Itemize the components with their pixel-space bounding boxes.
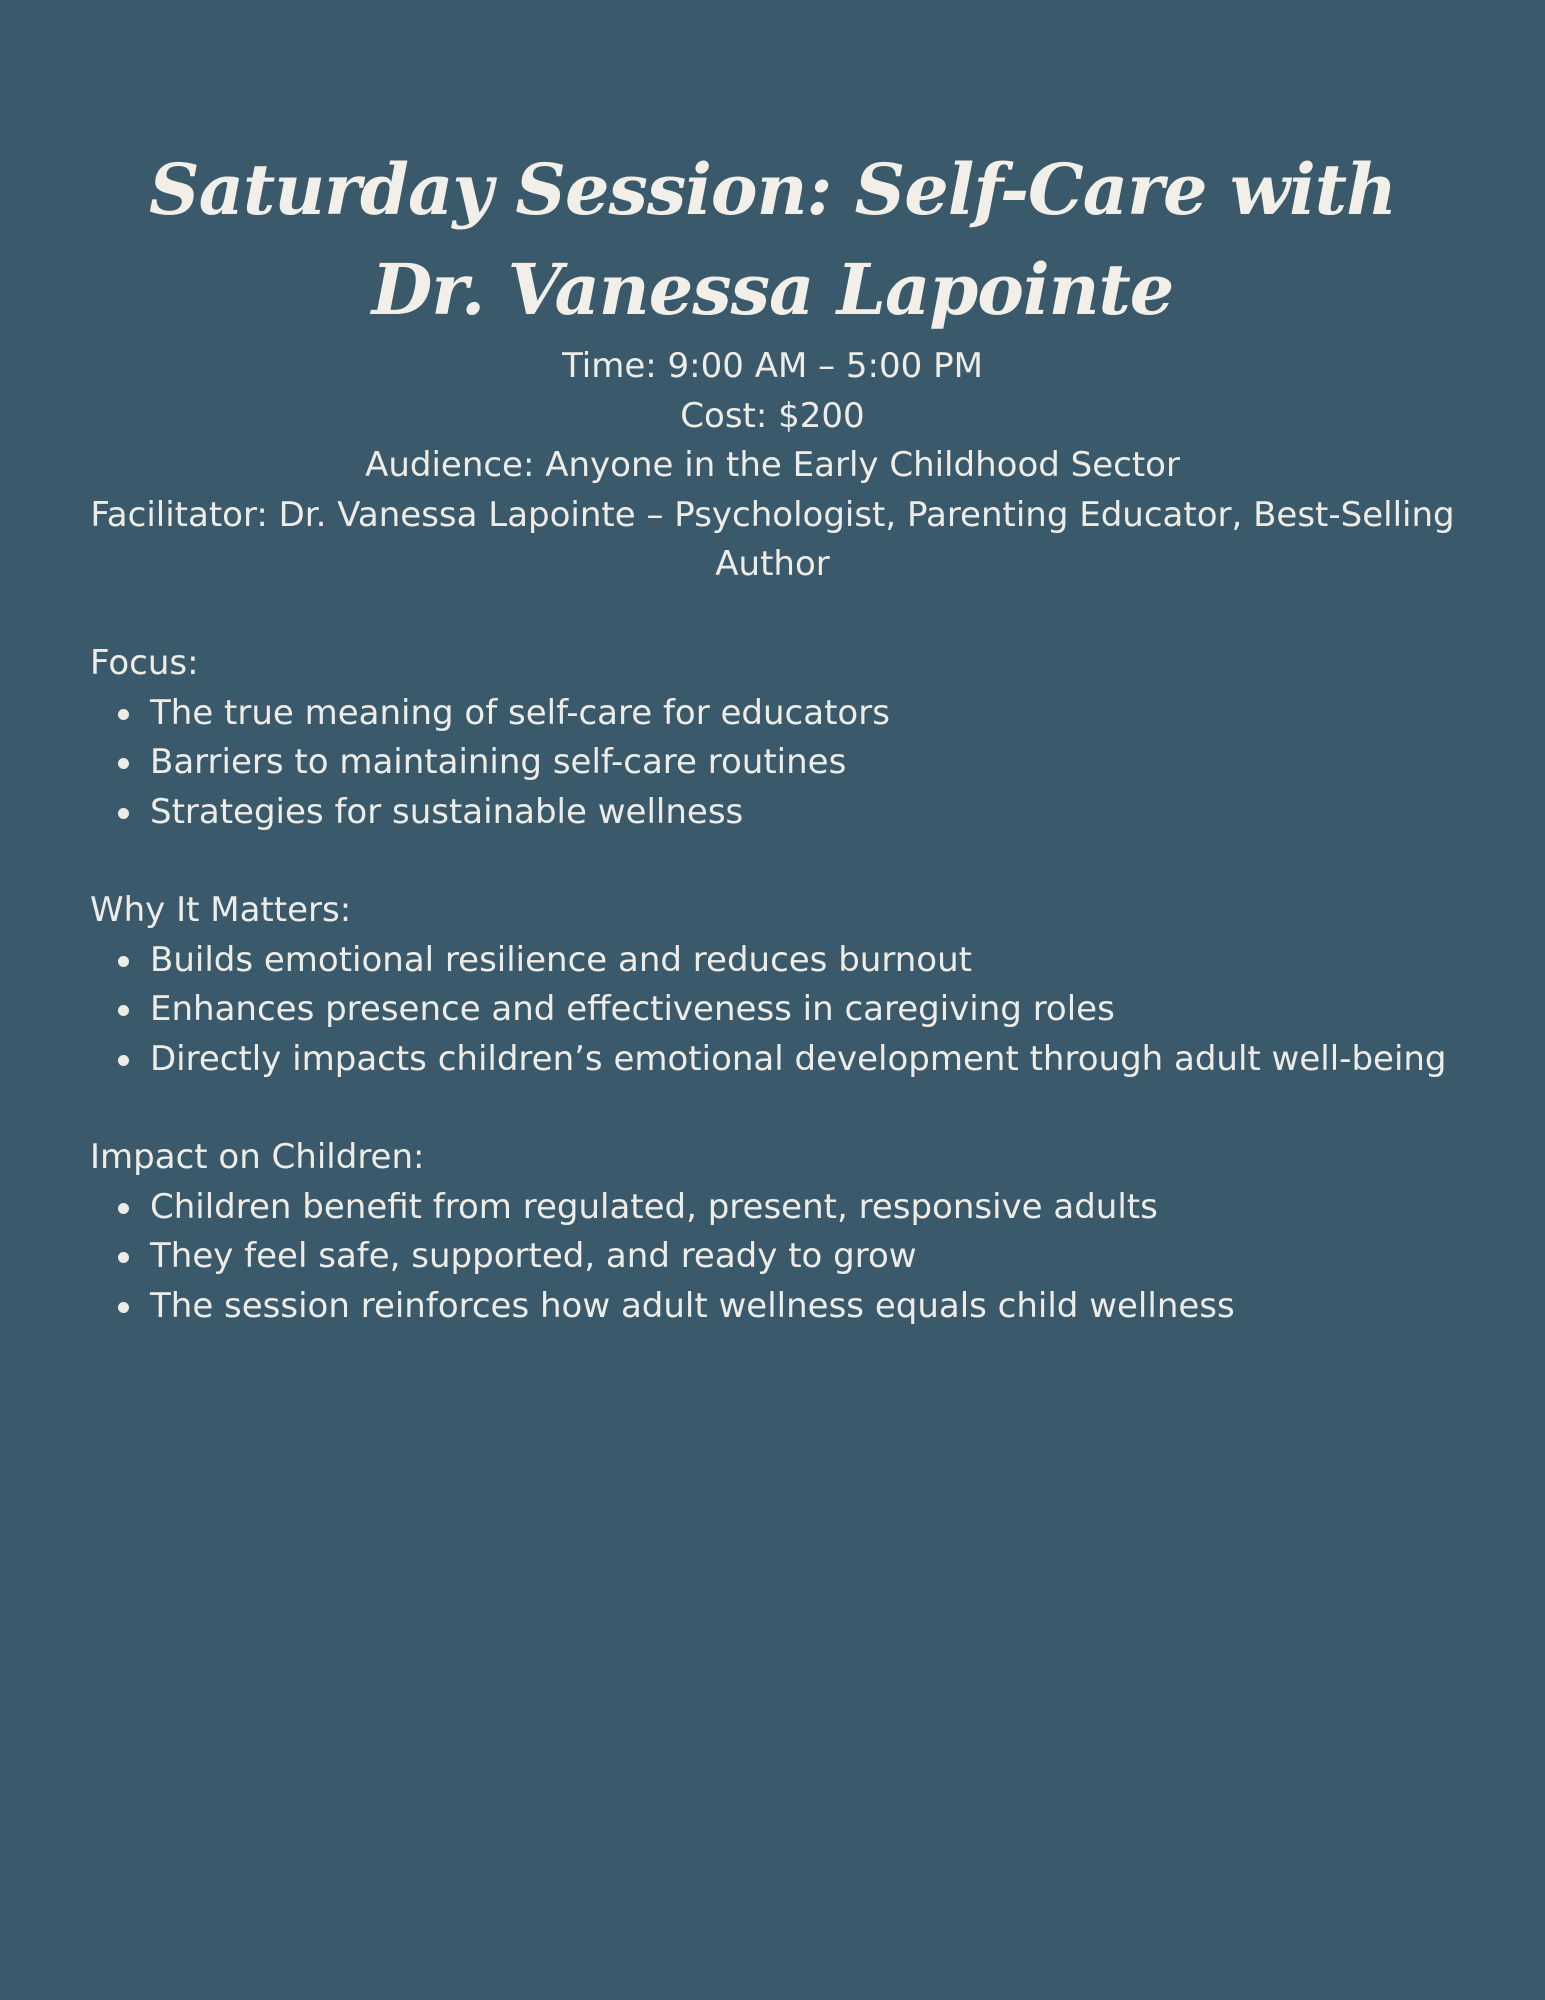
bullet-icon <box>118 709 129 720</box>
session-details <box>60 342 1485 590</box>
session-facilitator: Facilitator: Dr. Vanessa Lapointe – Psychologist, Parenting Educator, Best-Selling Author <box>90 494 1455 584</box>
list-item-text: The true meaning of self-care for educators <box>150 692 890 733</box>
impact-on-children-list <box>90 1183 1490 1332</box>
list-item-text: Enhances presence and effectiveness in caregiving roles <box>150 989 1115 1029</box>
list-item <box>150 788 1490 838</box>
session-audience: Audience: Anyone in the Early Childhood Sector <box>365 445 1180 485</box>
list-item-text: Builds emotional resilience and reduces burnout <box>150 939 972 980</box>
why-it-matters-section <box>90 886 1490 1084</box>
focus-list <box>90 689 1490 838</box>
list-item <box>150 689 1490 739</box>
session-time: Time: 9:00 AM – 5:00 PM <box>562 346 983 386</box>
section-heading: Focus: <box>90 643 199 683</box>
impact-on-children-section <box>90 1133 1490 1331</box>
list-item <box>150 1035 1490 1085</box>
bullet-icon <box>118 1005 129 1016</box>
list-item-text: They feel safe, supported, and ready to grow <box>150 1236 917 1276</box>
bullet-icon <box>118 1203 129 1214</box>
bullet-icon <box>118 956 129 967</box>
list-item <box>150 738 1490 788</box>
bullet-icon <box>118 1302 129 1313</box>
focus-section <box>90 639 1490 837</box>
list-item <box>150 1232 1490 1282</box>
session-title: Saturday Session: Self-Care with Dr. Vanessa Lapointe <box>149 148 1396 331</box>
list-item-text: Strategies for sustainable wellness <box>150 791 744 832</box>
list-item <box>150 1183 1490 1233</box>
section-heading: Why It Matters: <box>90 890 352 930</box>
list-item-text: Directly impacts children’s emotional development through adult well-being <box>150 1038 1447 1079</box>
section-heading: Impact on Children: <box>90 1137 425 1177</box>
list-item <box>150 1282 1490 1332</box>
bullet-icon <box>118 1055 129 1066</box>
bullet-icon <box>118 758 129 769</box>
list-item-text: The session reinforces how adult wellness equals child wellness <box>150 1285 1235 1326</box>
why-it-matters-list <box>90 936 1490 1085</box>
session-cost: Cost: $200 <box>680 395 865 436</box>
list-item <box>150 985 1490 1035</box>
list-item-text: Barriers to maintaining self-care routines <box>150 742 847 782</box>
bullet-icon <box>118 808 129 819</box>
bullet-icon <box>118 1252 129 1263</box>
list-item <box>150 936 1490 986</box>
list-item-text: Children benefit from regulated, present, responsive adults <box>150 1186 1158 1227</box>
